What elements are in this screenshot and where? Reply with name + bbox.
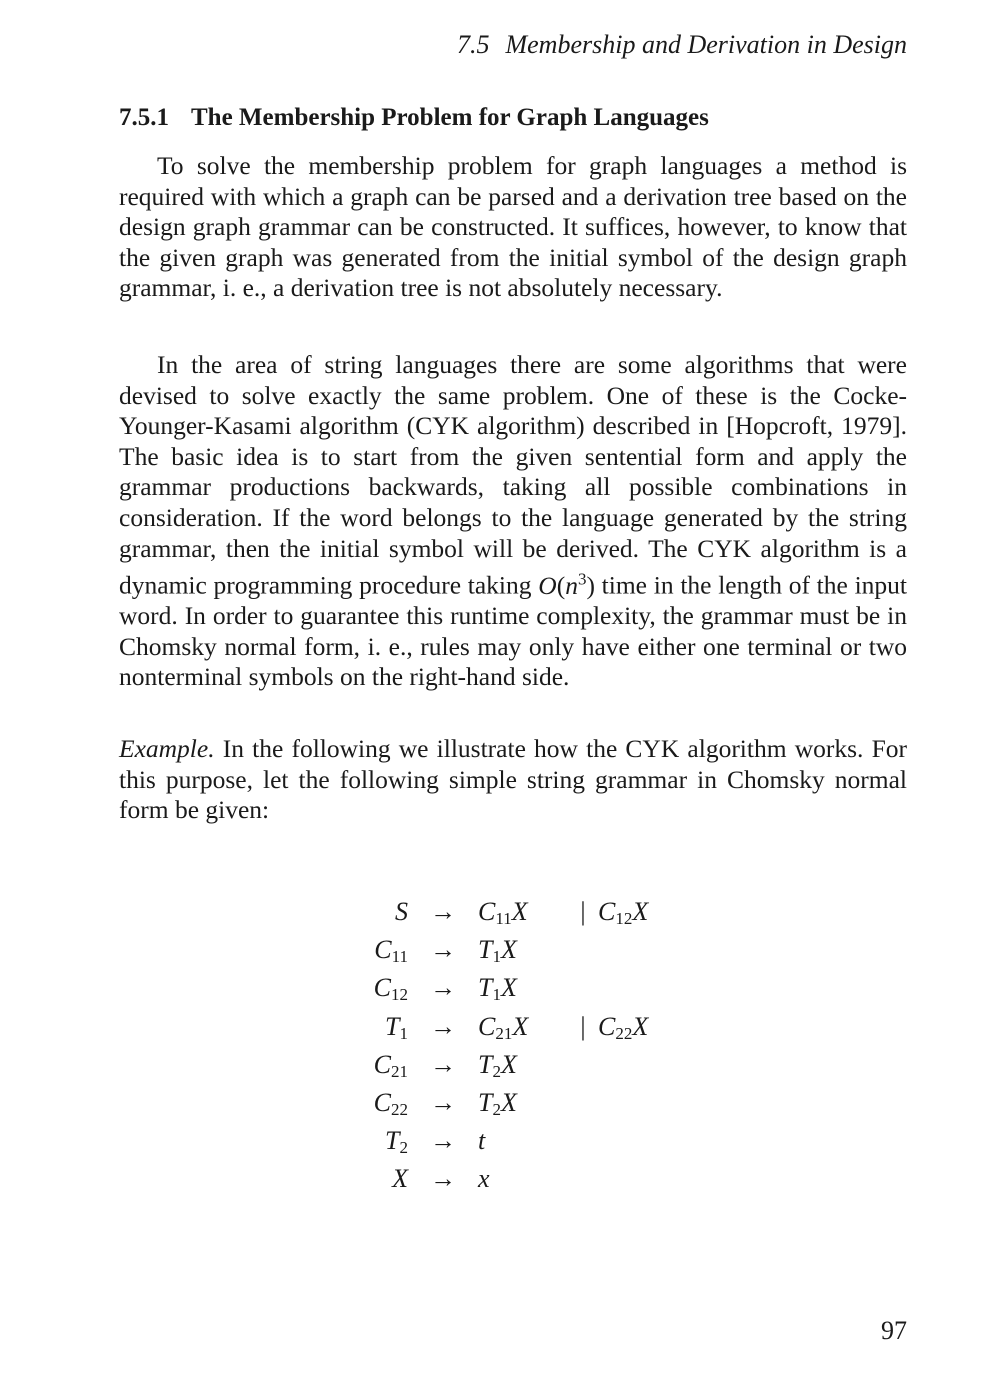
rule-rhs-first	[478, 1084, 568, 1122]
rhs-symbol: $T_1X$	[478, 973, 517, 1005]
rule-separator	[568, 1084, 598, 1122]
lhs-symbol: $T_2$	[385, 1126, 408, 1158]
rhs-symbol: x	[478, 1164, 490, 1194]
rule-arrow: →	[430, 1049, 456, 1079]
page-number: 97	[881, 1316, 907, 1345]
rule-lhs	[340, 1122, 408, 1160]
rule-lhs	[340, 1046, 408, 1084]
lhs-symbol: X	[392, 1164, 408, 1194]
rule-rhs-second	[598, 1046, 688, 1084]
paragraph-intro: To solve the membership problem for graph languages a method is required with which a graph can be parsed and a derivation tree based on the design graph grammar can be constructed. It suffices, however, to know that the given graph was generated from the initial symbol of the design graph grammar, i. e., a derivation tree is not absolutely necessary.	[119, 151, 907, 303]
header-section-title: Membership and Derivation in Design	[505, 30, 907, 59]
lhs-symbol: $C_{12}$	[373, 973, 408, 1005]
example-label: Example.	[119, 734, 215, 763]
rule-separator	[568, 1122, 598, 1160]
rule-arrow: →	[430, 1164, 456, 1194]
grammar-rule	[340, 893, 688, 931]
rule-rhs-first	[478, 931, 568, 969]
lhs-symbol: S	[395, 897, 408, 927]
rule-lhs	[340, 1084, 408, 1122]
rhs-symbol: $T_1X$	[478, 935, 517, 967]
lhs-symbol: $C_{11}$	[374, 935, 408, 967]
section-heading	[119, 104, 709, 132]
grammar-rule	[340, 1084, 688, 1122]
grammar-rule	[340, 931, 688, 969]
rule-rhs-second	[598, 893, 688, 931]
example-text: In the following we illustrate how the CYK algorithm works. For this purpose, let the following simple string grammar in Chomsky normal form be given:	[119, 734, 907, 825]
rule-separator	[568, 969, 598, 1007]
rule-arrow: →	[430, 1088, 456, 1118]
lhs-symbol: $T_1$	[385, 1011, 408, 1043]
rhs-symbol: $T_2X$	[478, 1049, 517, 1081]
header-section-number: 7.5	[456, 30, 490, 59]
rhs-symbol: t	[478, 1126, 486, 1156]
rule-rhs-second	[598, 1008, 688, 1046]
rule-separator: |	[580, 1011, 586, 1041]
rule-separator	[568, 931, 598, 969]
rhs-symbol: $C_{21}X$	[478, 1011, 529, 1043]
rule-arrow: →	[430, 897, 456, 927]
rule-rhs-first	[478, 1008, 568, 1046]
rhs-symbol: $T_2X$	[478, 1088, 517, 1120]
rule-separator	[568, 1160, 598, 1198]
rule-arrow: →	[430, 935, 456, 965]
rule-rhs-first	[478, 969, 568, 1007]
section-title: The Membership Problem for Graph Languages	[191, 104, 709, 131]
rule-lhs	[340, 1160, 408, 1198]
paragraph-cyk: In the area of string languages there are some algorithms that were devised to solve exactly the same problem. One of these is the Cocke-Younger-Kasami algorithm (CYK algorithm) described in [Hopcroft, 1979]. The basic idea is to start from the given sentential form and apply the grammar productions backwards, taking all possible combinations in consideration. If the word belongs to the language generated by the string grammar, then the initial symbol will be derived. The CYK algorithm is a dynamic programming procedure taking $O(n^3)$ time in the length of the input word. In order to guarantee this runtime complexity, the grammar must be in Chomsky normal form, i. e., rules may only have either one terminal or two nonterminal symbols on the right-hand side.	[119, 350, 907, 692]
grammar-rule	[340, 1046, 688, 1084]
rule-separator: |	[580, 897, 586, 927]
rule-separator	[568, 1046, 598, 1084]
rule-lhs	[340, 931, 408, 969]
rule-rhs-second	[598, 1084, 688, 1122]
rule-rhs-second	[598, 1122, 688, 1160]
grammar-rule	[340, 1122, 688, 1160]
grammar-rule	[340, 1160, 688, 1198]
rhs-symbol: $C_{22}X$	[598, 1011, 649, 1043]
rule-rhs-first	[478, 1046, 568, 1084]
rule-arrow: →	[430, 973, 456, 1003]
grammar-rule	[340, 1008, 688, 1046]
rule-rhs-first	[478, 1122, 568, 1160]
big-o-expression: $O(n^3)$	[538, 569, 595, 600]
rule-rhs-first	[478, 1160, 568, 1198]
rhs-symbol: $C_{12}X$	[598, 897, 649, 929]
section-number: 7.5.1	[119, 104, 169, 131]
lhs-symbol: $C_{21}$	[373, 1049, 408, 1081]
rule-lhs	[340, 969, 408, 1007]
rule-rhs-first	[478, 893, 568, 931]
rule-rhs-second	[598, 969, 688, 1007]
rule-arrow: →	[430, 1011, 456, 1041]
lhs-symbol: $C_{22}$	[373, 1088, 408, 1120]
rule-rhs-second	[598, 931, 688, 969]
paragraph-example	[119, 734, 907, 826]
rule-rhs-second	[598, 1160, 688, 1198]
running-header	[457, 30, 907, 60]
grammar-rule	[340, 969, 688, 1007]
rule-lhs	[340, 893, 408, 931]
grammar-table	[340, 893, 688, 1199]
rhs-symbol: $C_{11}X$	[478, 897, 528, 929]
rule-lhs	[340, 1008, 408, 1046]
rule-arrow: →	[430, 1126, 456, 1156]
